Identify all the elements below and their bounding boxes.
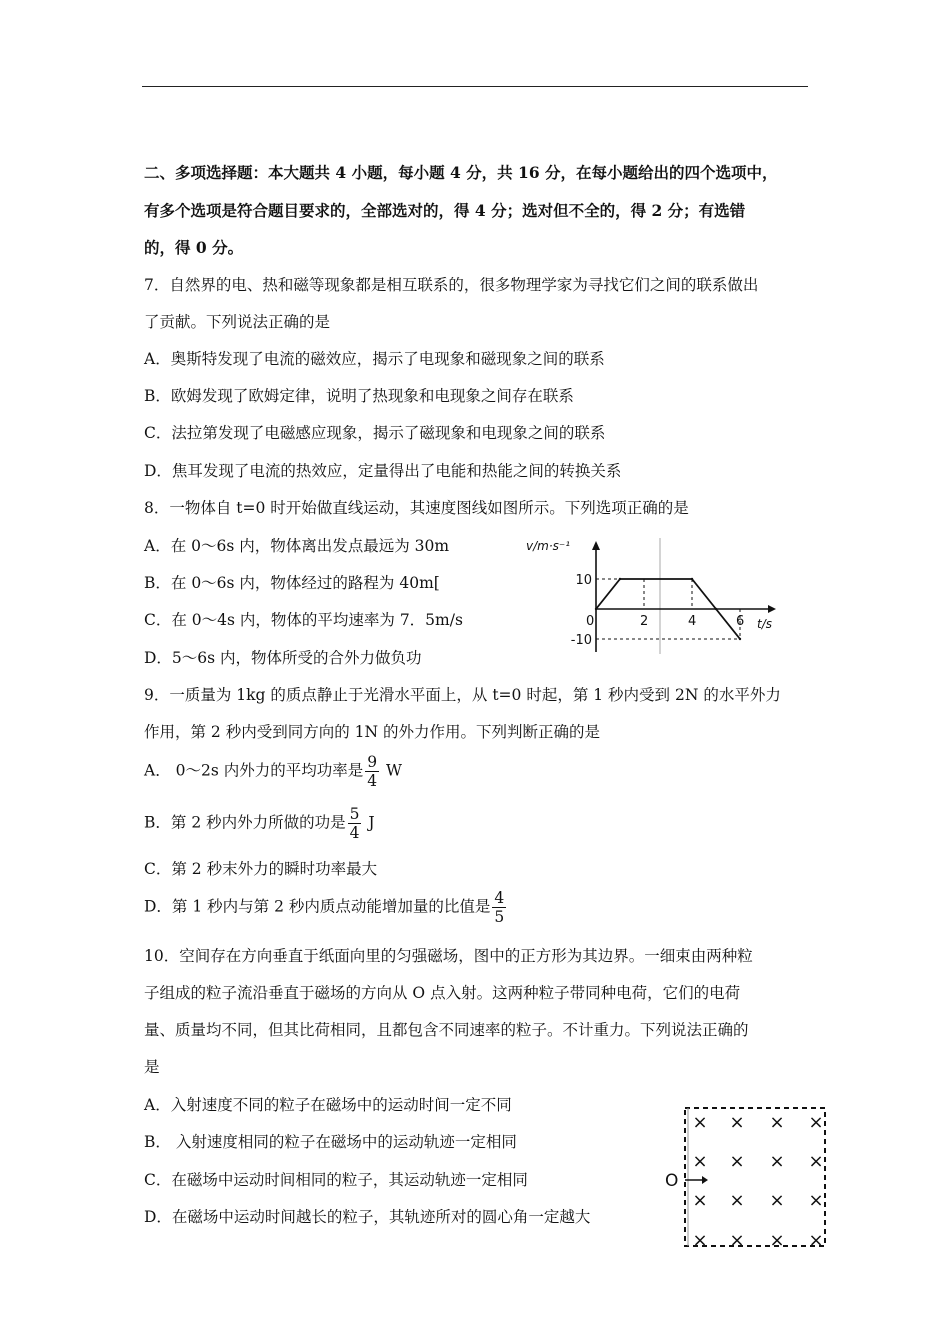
y-tick-label: 10: [575, 573, 592, 588]
q9-option-c: C．第 2 秒末外力的瞬时功率最大: [144, 860, 378, 878]
field-cross-mark: ×: [769, 1112, 785, 1133]
field-cross-mark: ×: [769, 1230, 785, 1251]
q10-option-d: D．在磁场中运动时间越长的粒子，其轨迹所对的圆心角一定越大: [144, 1208, 591, 1226]
q8-option-c: C．在 0～4s 内，物体的平均速率为 7．5m/s: [144, 611, 463, 629]
y-axis-arrow: [592, 541, 600, 550]
field-cross-mark: ×: [692, 1112, 708, 1133]
q9-option-a: [144, 753, 402, 790]
field-cross-mark: ×: [769, 1151, 785, 1172]
field-cross-mark: ×: [808, 1230, 824, 1251]
x-tick-label: 6: [736, 614, 745, 629]
x-tick-label: 0: [586, 614, 595, 629]
x-axis-label: t/s: [757, 617, 772, 631]
field-cross-mark: ×: [692, 1151, 708, 1172]
fraction-denominator: 5: [494, 908, 505, 926]
fraction-numerator: 5: [349, 805, 360, 823]
q9-stem-line-1: 9．一质量为 1kg 的质点静止于光滑水平面上，从 t=0 时起，第 1 秒内受到 2N 的水平外力: [144, 686, 781, 704]
section-heading-line-1: 二、多项选择题：本大题共 4 小题，每小题 4 分，共 16 分，在每小题给出的四个选项中，: [144, 163, 778, 182]
q9-option-b-fraction: [348, 805, 362, 842]
q7-stem-line-2: 了贡献。下列说法正确的是: [144, 313, 331, 331]
q10-stem-line-2: 子组成的粒子流沿垂直于磁场的方向从 O 点入射。这两种粒子带同种电荷，它们的电荷: [144, 984, 741, 1002]
q9-stem-line-2: 作用，第 2 秒内受到同方向的 1N 的外力作用。下列判断正确的是: [144, 723, 600, 741]
data-point-1: [619, 578, 621, 580]
data-point-3: [715, 608, 717, 610]
q9-option-d-fraction: [492, 889, 506, 926]
q9-option-a-fraction: [365, 753, 379, 790]
field-cross-mark: ×: [692, 1230, 708, 1251]
fraction-numerator: 9: [367, 753, 378, 771]
header-rule: [142, 86, 808, 87]
q9-option-b-unit: J: [363, 813, 375, 832]
q8-option-a: A．在 0～6s 内，物体离出发点最远为 30m: [144, 537, 450, 555]
incident-arrow-head: [702, 1176, 708, 1184]
y-axis-label: v/m·s⁻¹: [526, 539, 571, 553]
q8-stem: 8．一物体自 t=0 时开始做直线运动，其速度图线如图所示。下列选项正确的是: [144, 499, 689, 517]
q9-option-a-unit: W: [381, 761, 402, 780]
q7-option-c: C．法拉第发现了电磁感应现象，揭示了磁现象和电现象之间的联系: [144, 424, 606, 442]
q10-option-b: B． 入射速度相同的粒子在磁场中的运动轨迹一定相同: [144, 1133, 517, 1151]
field-cross-mark: ×: [729, 1230, 745, 1251]
q8-option-b: B．在 0～6s 内，物体经过的路程为 40m[: [144, 574, 440, 592]
field-cross-mark: ×: [729, 1190, 745, 1211]
data-point-0: [595, 608, 597, 610]
q9-option-d: [144, 889, 508, 926]
q9-option-d-text: D．第 1 秒内与第 2 秒内质点动能增加量的比值是: [144, 897, 491, 916]
field-cross-mark: ×: [769, 1190, 785, 1211]
velocity-time-chart: [520, 530, 790, 660]
field-cross-mark: ×: [808, 1190, 824, 1211]
field-cross-mark: ×: [808, 1151, 824, 1172]
field-cross-mark: ×: [808, 1112, 824, 1133]
x-axis-arrow: [768, 605, 776, 613]
data-point-2: [691, 578, 693, 580]
q10-stem-line-3: 量、质量均不同，但其比荷相同，且都包含不同速率的粒子。不计重力。下列说法正确的: [144, 1021, 749, 1039]
y-tick-label: -10: [570, 633, 592, 648]
point-o-label: O: [665, 1171, 679, 1191]
x-tick-label: 4: [688, 614, 697, 629]
section-heading-line-3: 的，得 0 分。: [144, 238, 244, 257]
q9-option-b-text: B．第 2 秒内外力所做的功是: [144, 813, 346, 832]
q10-stem-line-1: 10．空间存在方向垂直于纸面向里的匀强磁场，图中的正方形为其边界。一细束由两种粒: [144, 947, 753, 965]
q7-option-d: D．焦耳发现了电流的热效应，定量得出了电能和热能之间的转换关系: [144, 462, 622, 480]
data-point-4: [739, 638, 741, 640]
fraction-numerator: 4: [494, 889, 505, 907]
q9-option-b: [144, 805, 375, 842]
field-cross-mark: ×: [729, 1151, 745, 1172]
q10-option-a: A．入射速度不同的粒子在磁场中的运动时间一定不同: [144, 1096, 512, 1114]
field-cross-mark: ×: [692, 1190, 708, 1211]
field-cross-mark: ×: [729, 1112, 745, 1133]
q10-option-c: C．在磁场中运动时间相同的粒子，其运动轨迹一定相同: [144, 1171, 528, 1189]
fraction-denominator: 4: [349, 824, 360, 842]
q7-option-a: A．奥斯特发现了电流的磁效应，揭示了电现象和磁现象之间的联系: [144, 350, 605, 368]
q7-option-b: B．欧姆发现了欧姆定律，说明了热现象和电现象之间存在联系: [144, 387, 574, 405]
q7-stem-line-1: 7．自然界的电、热和磁等现象都是相互联系的，很多物理学家为寻找它们之间的联系做出: [144, 276, 759, 294]
x-tick-label: 2: [640, 614, 649, 629]
magnetic-field-figure: [660, 1100, 835, 1255]
q10-stem-line-4: 是: [144, 1058, 160, 1076]
q8-option-d: D．5～6s 内，物体所受的合外力做负功: [144, 649, 422, 667]
q9-option-a-text: A． 0～2s 内外力的平均功率是: [144, 761, 364, 780]
fraction-denominator: 4: [367, 772, 378, 790]
section-heading-line-2: 有多个选项是符合题目要求的，全部选对的，得 4 分；选对但不全的，得 2 分；有选错: [144, 201, 746, 220]
